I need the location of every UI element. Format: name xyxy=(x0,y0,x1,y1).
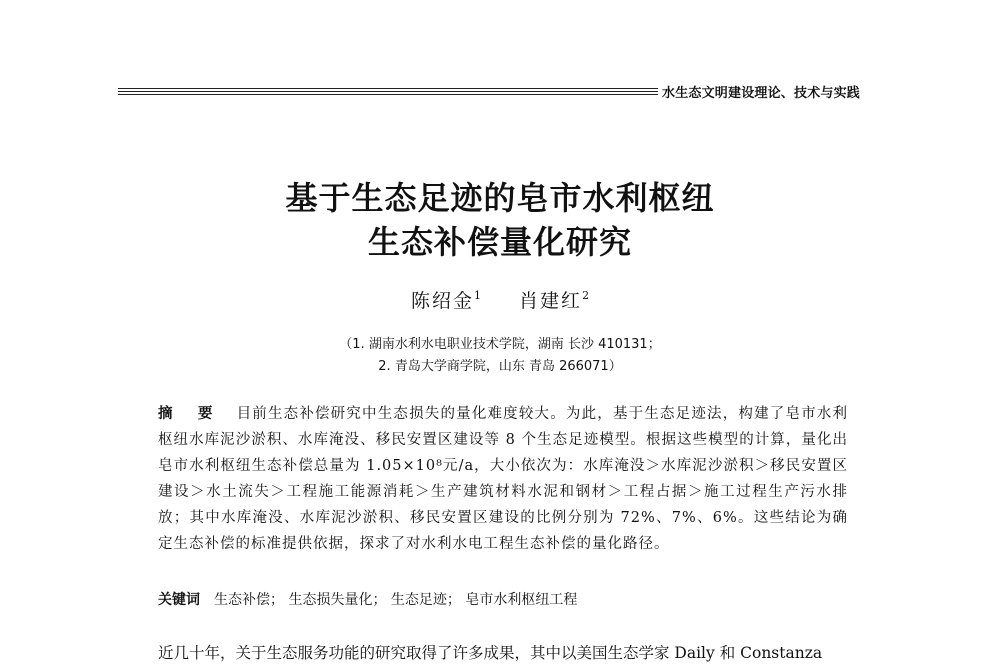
author-name: 肖建红 xyxy=(519,290,583,312)
abstract-label: 摘 要 xyxy=(158,405,223,422)
keywords-text: 生态补偿； 生态损失量化； 生态足迹； 皂市水利枢纽工程 xyxy=(214,592,578,608)
author-affiliation-mark: 1 xyxy=(473,289,481,302)
keywords xyxy=(158,589,858,609)
affiliation-line-1: （1. 湖南水利水电职业技术学院，湖南 长沙 410131； xyxy=(339,337,661,352)
author-name: 陈绍金 xyxy=(410,290,474,312)
paper-title-line-1: 基于生态足迹的皂市水利枢纽 xyxy=(285,179,715,217)
keywords-label: 关键词 xyxy=(158,592,200,608)
paper-title-line-2: 生态补偿量化研究 xyxy=(367,223,632,261)
header-rule xyxy=(118,91,658,92)
body-paragraph-first-line: 近几十年，关于生态服务功能的研究取得了许多成果，其中以美国生态学家 Daily 和 Constanza xyxy=(158,644,823,662)
header-rule xyxy=(118,88,658,89)
author-list xyxy=(0,286,1000,313)
abstract xyxy=(158,401,848,557)
running-head: 水生态文明建设理论、技术与实践 xyxy=(662,86,861,101)
header-rule xyxy=(118,94,658,95)
abstract-text: 目前生态补偿研究中生态损失的量化难度较大。为此，基于生态足迹法，构建了皂市水利枢纽水库泥沙淤积、水库淹没、移民安置区建设等 8 个生态足迹模型。根据这些模型的计算，量化出皂市水利枢纽生态补偿总量为 1.05×10⁸元/a，大小依次为：水库淹没＞水库泥沙淤积＞移民安置区建设＞水土流失＞工程施工能源消耗＞生产建筑材料水泥和钢材＞工程占据＞施工过程生产污水排放；其中水库淹没、水库泥沙淤积、移民安置区建设的比例分别为 72%、7%、6%。这些结论为确定生态补偿的标准提供依据，探求了对水利水电工程生态补偿的量化路径。 xyxy=(158,406,848,552)
affiliation-line-2: 2. 青岛大学商学院，山东 青岛 266071） xyxy=(378,359,622,374)
author-affiliation-mark: 2 xyxy=(582,289,590,302)
